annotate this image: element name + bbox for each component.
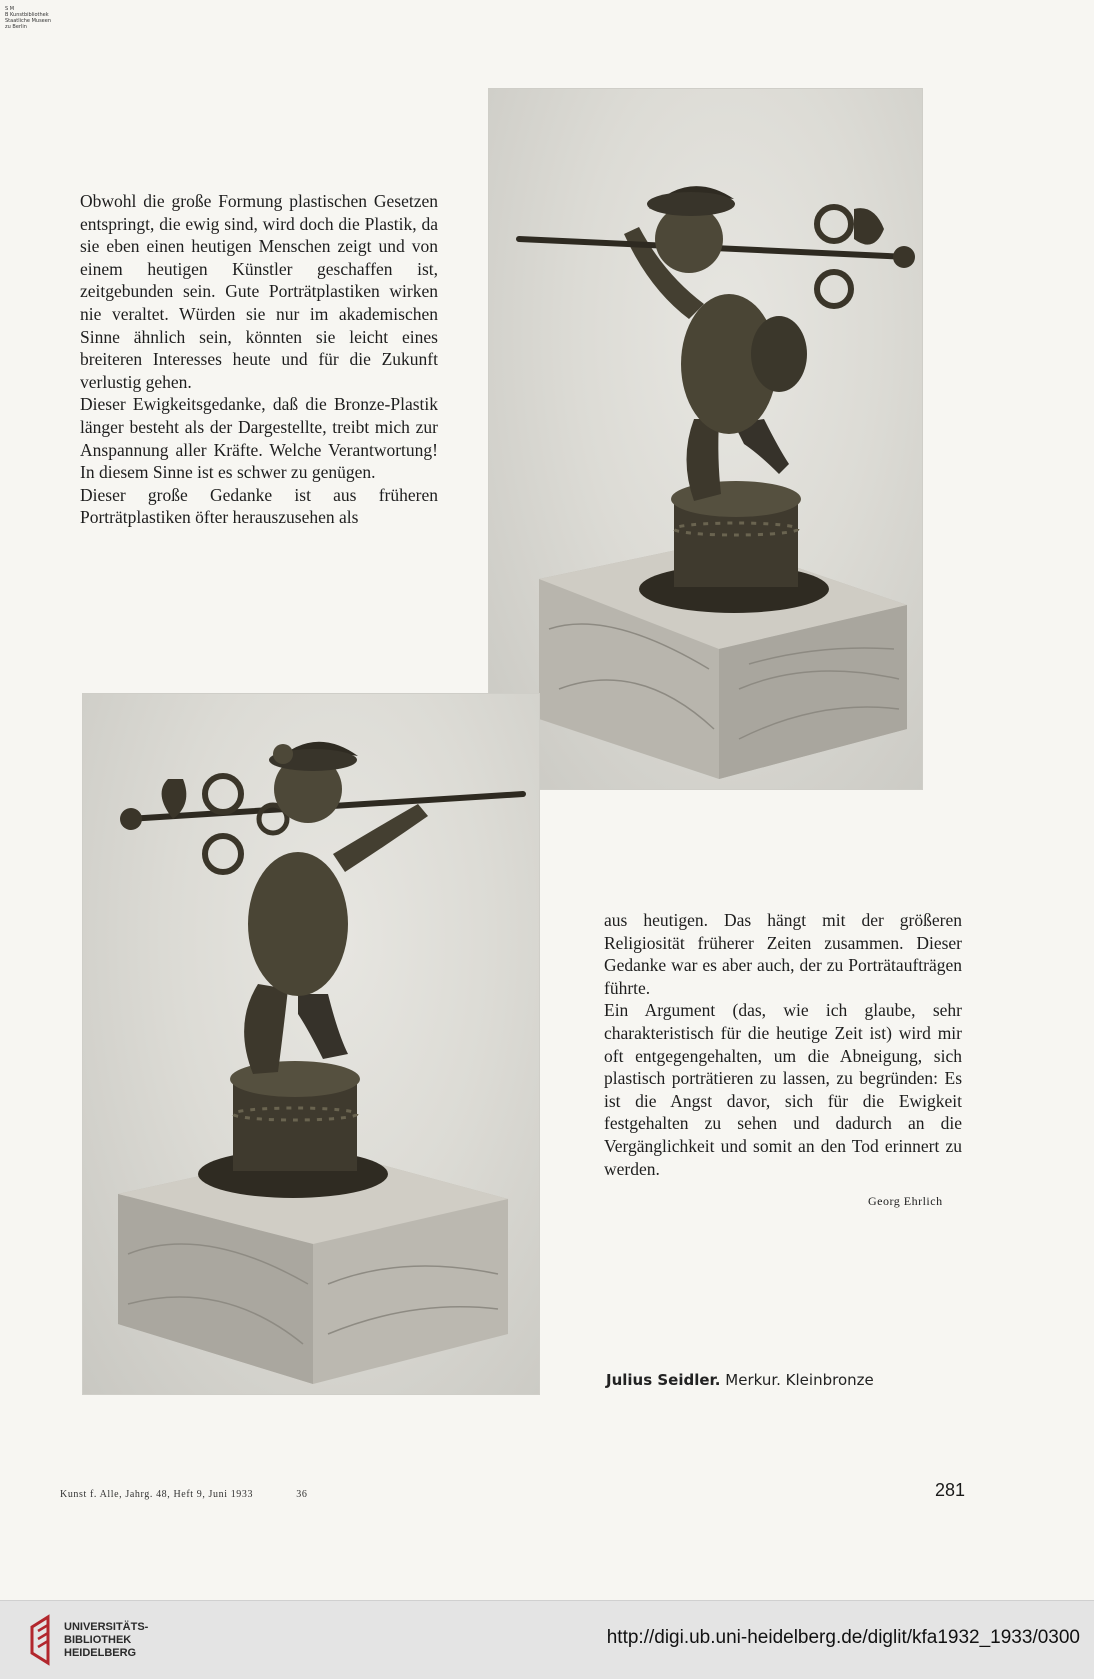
sculpture-front-illustration <box>489 89 922 789</box>
sculpture-photo-back <box>82 693 540 1395</box>
text-column-right <box>604 909 962 1180</box>
digitization-bar <box>0 1600 1094 1679</box>
page-number: 281 <box>935 1480 966 1500</box>
stamp-line: Staatliche Museen <box>5 18 51 24</box>
journal-footer <box>60 1489 307 1500</box>
sculpture-photo-front <box>488 88 923 790</box>
permalink-url[interactable]: http://digi.ub.uni-heidelberg.de/diglit/kfa1932_1933/0300 <box>606 1627 1080 1648</box>
paragraph: Dieser große Gedanke ist aus früheren Porträtplastiken öfter herauszusehen als <box>80 484 438 528</box>
sheet-number: 36 <box>296 1489 308 1500</box>
photo-caption <box>606 1371 874 1389</box>
text-column-left <box>80 190 438 529</box>
stamp-line: S M <box>5 6 15 12</box>
stamp-line: B Kunstbibliothek <box>5 12 49 18</box>
caption-title: Merkur. Kleinbronze <box>725 1371 874 1389</box>
stamp-line: zu Berlin <box>5 24 27 30</box>
library-name-line: HEIDELBERG <box>64 1647 137 1659</box>
paragraph: Dieser Ewigkeitsgedanke, daß die Bronze-Plastik länger besteht als der Dargestellte, treibt mich zur Anspannung aller Kräfte. Welche Verantwortung! In diesem Sinne ist es schwer zu genügen. <box>80 394 438 483</box>
author-signature: Georg Ehrlich <box>868 1194 943 1208</box>
library-name <box>64 1621 148 1660</box>
paragraph: Obwohl die große Formung plastischen Gesetzen entspringt, die ewig sind, wird doch die Plastik, da sie eben einen heutigen Menschen zeigt und von einem heutigen Künstler geschaffen ist, zeitgebunden sein. Gute Porträtplastiken wirken nie veraltet. Würden sie nur im akademischen Sinne ähnlich sein, könnten sie leicht eines breiteren Interesses heute und für die Zukunft verlustig gehen. <box>80 191 438 392</box>
paragraph: aus heutigen. Das hängt mit der größeren Religiosität früherer Zeiten zusammen. Dieser Gedanke war es aber auch, der zu Porträtaufträgen führte. <box>604 910 962 998</box>
library-name-line: BIBLIOTHEK <box>64 1634 132 1646</box>
caption-artist: Julius Seidler. <box>606 1371 721 1389</box>
library-name-line: UNIVERSITÄTS- <box>64 1621 149 1633</box>
journal-reference: Kunst f. Alle, Jahrg. 48, Heft 9, Juni 1933 <box>60 1489 254 1500</box>
library-stamp <box>5 6 51 30</box>
sculpture-back-illustration <box>83 694 539 1394</box>
paragraph: Ein Argument (das, wie ich glaube, sehr charakteristisch für die heutige Zeit ist) wird mir oft entgegengehalten, um die Abneigung, sich plastisch porträtieren zu lassen, zu begründen: Es ist die Angst davor, sich für die Ewigkeit festgehalten zu sehen und dadurch an die Vergänglichkeit und somit an den Tod erinnert zu werden. <box>604 1000 962 1179</box>
